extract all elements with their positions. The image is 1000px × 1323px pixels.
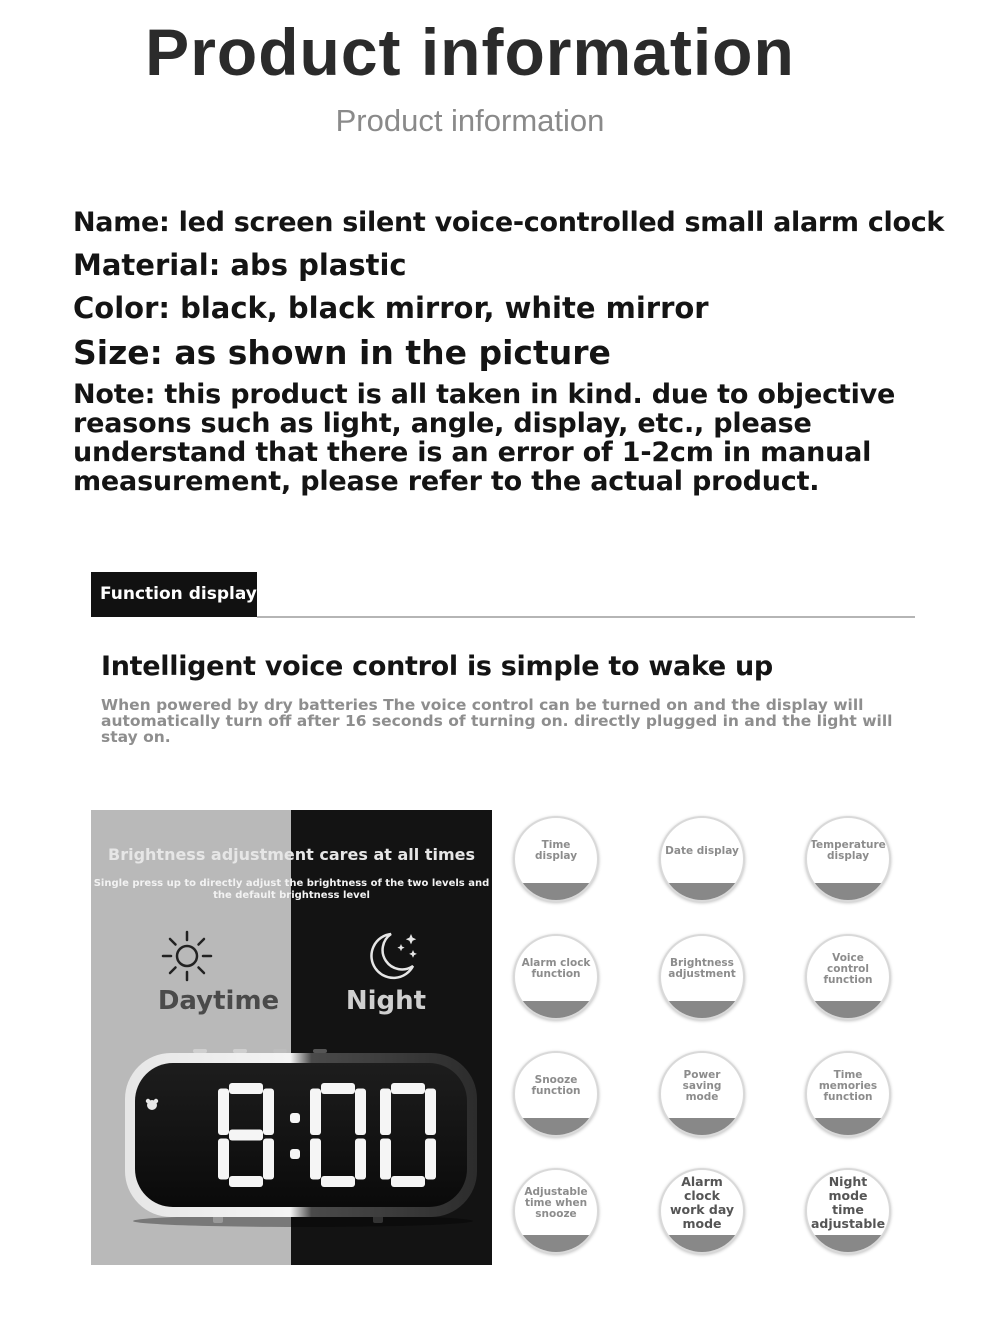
feature-work-day-mode	[659, 1168, 745, 1254]
clock-segment	[229, 1176, 263, 1187]
feature-label: Alarm clock function	[521, 957, 591, 980]
clock-segment	[263, 1089, 274, 1136]
voice-control-description: When powered by dry batteries The voice control can be turned on and the display will automatically turn off after 16 seconds of turning on. directly plugged in and the light will stay on.	[101, 696, 893, 746]
feature-snooze	[513, 1051, 599, 1137]
feature-label: Power saving mode	[682, 1068, 722, 1103]
clock-segment	[391, 1083, 425, 1094]
feature-time-display	[513, 816, 599, 902]
feature-label: Voice control function	[823, 951, 873, 986]
feature-band	[807, 883, 889, 900]
spec-size: Size: as shown in the picture	[73, 333, 611, 372]
clock-segment	[263, 1139, 274, 1180]
clock-segment	[355, 1139, 366, 1180]
feature-alarm-clock	[513, 934, 599, 1020]
spec-note: Note: this product is all taken in kind. due to objective reasons such as light, angle, display, etc., please understand that there is an error of 1-2cm in manual measurement, please refer to the actual product.	[73, 379, 896, 497]
feature-brightness-adjustment	[659, 934, 745, 1020]
clock-segment	[218, 1139, 229, 1180]
clock-segment	[425, 1139, 436, 1180]
moon-stars-icon	[365, 928, 425, 984]
feature-label: Night mode time adjustable	[810, 1174, 886, 1231]
feature-band	[515, 1118, 597, 1135]
feature-band	[515, 1235, 597, 1252]
feature-voice-control	[805, 934, 891, 1020]
feature-band	[661, 883, 743, 900]
daytime-label: Daytime	[157, 986, 280, 1016]
voice-control-heading: Intelligent voice control is simple to wake up	[101, 651, 773, 682]
feature-band	[807, 1118, 889, 1135]
feature-band	[661, 1235, 743, 1252]
page-subtitle: Product information	[335, 103, 605, 138]
feature-power-saving	[659, 1051, 745, 1137]
page-title: Product information	[145, 15, 795, 89]
feature-band	[661, 1001, 743, 1018]
clock-segment	[425, 1089, 436, 1136]
feature-time-memories	[805, 1051, 891, 1137]
feature-label: Snooze function	[531, 1074, 581, 1097]
clock-segment	[310, 1139, 321, 1180]
clock-segment	[355, 1089, 366, 1136]
feature-temperature-display	[805, 816, 891, 902]
feature-label: Temperature display	[810, 839, 886, 862]
clock-segment	[290, 1113, 300, 1123]
feature-adjustable-snooze	[513, 1168, 599, 1254]
clock-segment	[229, 1130, 263, 1141]
feature-band	[661, 1118, 743, 1135]
clock-segment	[321, 1083, 355, 1094]
spec-color: Color: black, black mirror, white mirror	[73, 291, 709, 325]
spec-material: Material: abs plastic	[73, 248, 407, 282]
feature-band	[807, 1001, 889, 1018]
spec-name: Name: led screen silent voice-controlled small alarm clock	[73, 207, 945, 238]
feature-label: Time memories function	[818, 1068, 878, 1103]
feature-label: Date display	[665, 844, 739, 857]
feature-label: Alarm clock work day mode	[669, 1174, 735, 1231]
night-label: Night	[345, 986, 427, 1016]
function-display-tag: Function display	[91, 572, 257, 617]
clock-segment	[321, 1176, 355, 1187]
brightness-panel	[91, 810, 492, 1265]
section-divider	[257, 616, 915, 618]
sun-icon	[159, 928, 215, 984]
feature-band	[515, 1001, 597, 1018]
clock-segment	[391, 1176, 425, 1187]
feature-band	[807, 1235, 889, 1252]
clock-segment	[380, 1089, 391, 1136]
feature-band	[515, 883, 597, 900]
feature-label: Adjustable time when snooze	[524, 1185, 588, 1220]
feature-label: Time display	[534, 839, 578, 862]
clock-segment	[290, 1149, 300, 1159]
feature-label: Brightness adjustment	[668, 957, 736, 980]
brightness-description: Single press up to directly adjust the brightness of the two levels and the default brightness level	[93, 878, 490, 901]
clock-segment	[218, 1089, 229, 1136]
clock-segment	[380, 1139, 391, 1180]
clock-segment	[229, 1083, 263, 1094]
alarm-clock-image	[123, 1045, 479, 1230]
feature-night-mode	[805, 1168, 891, 1254]
brightness-heading: Brightness adjustment cares at all times	[108, 845, 475, 864]
clock-segment	[310, 1089, 321, 1136]
feature-date-display	[659, 816, 745, 902]
